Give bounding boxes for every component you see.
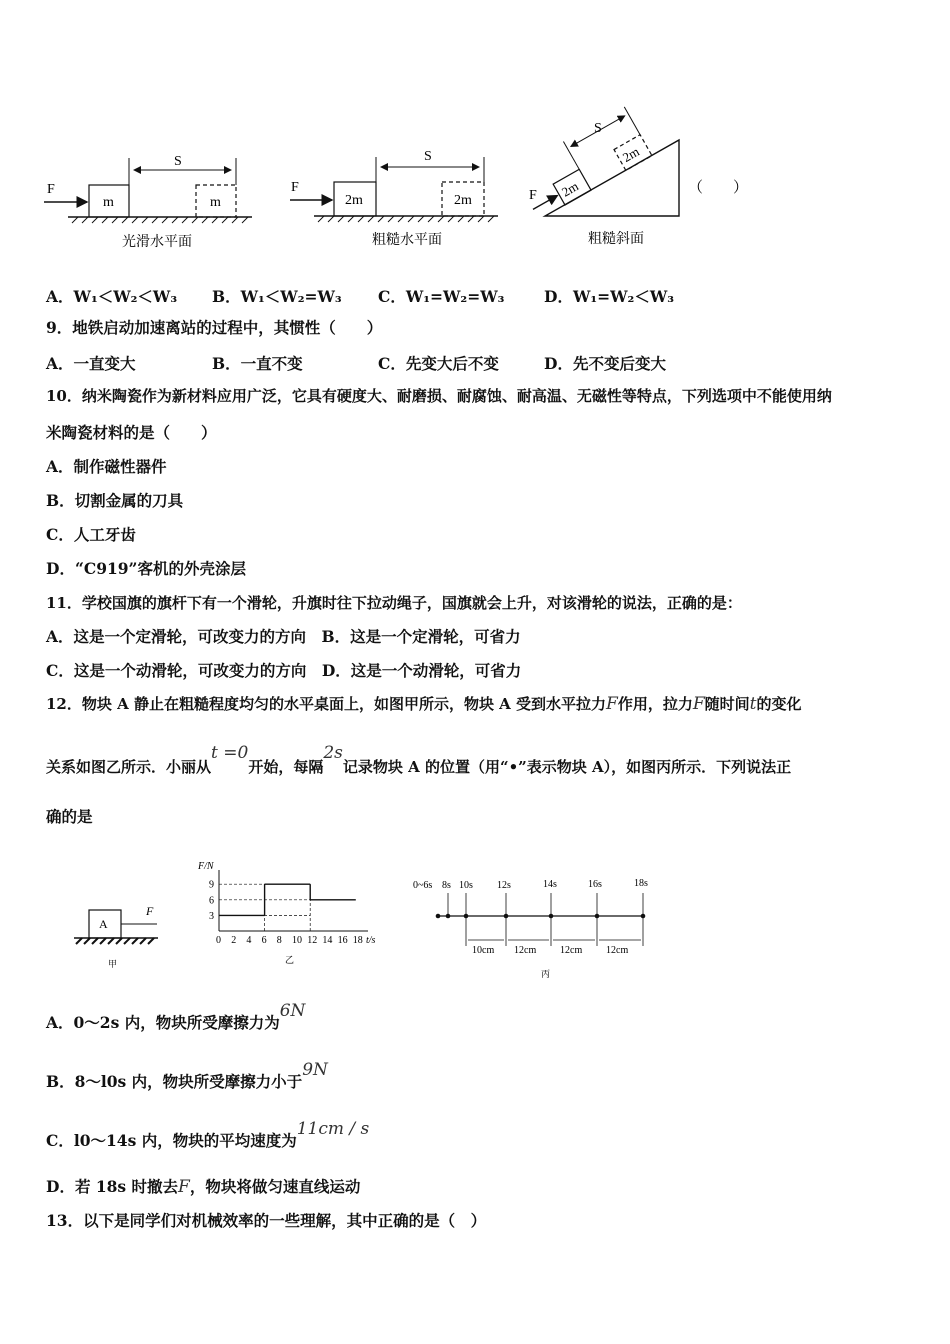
q8-p2-caption: 粗糙水平面 [372, 233, 442, 248]
q12-bing-dist-2: 12cm [560, 945, 583, 956]
q12-fig-bing [413, 878, 648, 979]
q8-p3-block-moved: 2m [619, 143, 642, 165]
q12-option-d: D．若 18s 时撤去F，物块将做匀速直线运动 [46, 1177, 361, 1197]
q12-figure [0, 855, 950, 985]
q8-p1-block-moved: m [210, 195, 221, 210]
q11-options-row1: A．这是一个定滑轮，可改变力的方向 B．这是一个定滑轮，可省力 [46, 627, 521, 646]
chart-x-tick-label: 16 [337, 935, 348, 946]
q12-yi-caption: 乙 [285, 955, 295, 965]
chart-xlabel: t/s [366, 935, 376, 946]
chart-y-tick-label: 6 [209, 895, 214, 907]
chart-y-tick-label: 9 [209, 879, 214, 891]
q10-stem-line2: 米陶瓷材料的是（ ） [46, 423, 217, 442]
chart-x-tick-label: 4 [246, 935, 252, 946]
q8-panel-incline [511, 107, 679, 247]
q12-bing-dist-3: 12cm [606, 945, 629, 956]
q12-bing-time-5: 16s [588, 879, 602, 890]
chart-x-tick-label: 2 [231, 935, 237, 946]
q12-bing-caption: 丙 [541, 969, 551, 979]
q8-option-b: B．W₁＜W₂=W₃ [212, 287, 342, 306]
q12-stem-line1: 12．物块 A 静止在粗糙程度均匀的水平桌面上，如图甲所示，物块 A 受到水平拉力F作用，拉力F随时间t的变化 [46, 694, 802, 714]
q8-option-a: A．W₁＜W₂＜W₃ [46, 287, 178, 306]
chart-x-tick-label: 6 [261, 935, 267, 946]
q10-stem-line1: 10．纳米陶瓷作为新材料应用广泛，它具有硬度大、耐磨损、耐腐蚀、耐高温、无磁性等特点，下列选项中不能使用纳 [46, 387, 832, 405]
q8-p2-block: 2m [345, 193, 363, 208]
q12-bing-time-0: 0~6s [413, 880, 433, 891]
q10-option-c: C．人工牙齿 [46, 525, 136, 544]
q8-p3-distance: S [594, 121, 602, 136]
q9-option-a: A．一直变大 [46, 354, 136, 373]
q10-option-d: D．“C919”客机的外壳涂层 [46, 559, 246, 578]
q12-jia-block: A [99, 917, 108, 931]
q13-stem: 13．以下是同学们对机械效率的一些理解，其中正确的是（ ） [46, 1211, 487, 1230]
q12-bing-time-3: 12s [497, 880, 511, 891]
q12-stem-line3: 确的是 [46, 807, 93, 826]
q12-option-b: B．8～l0s 内，物块所受摩擦力小于9N [46, 1060, 328, 1091]
q8-p3-block: 2m [559, 178, 581, 200]
q12-fig-jia [74, 904, 158, 969]
chart-x-tick-label: 10 [292, 935, 302, 946]
q9-stem: 9．地铁启动加速离站的过程中，其惯性（ ） [46, 318, 383, 337]
q10-option-b: B．切割金属的刀具 [46, 491, 184, 510]
q8-option-c: C．W₁=W₂=W₃ [378, 287, 505, 306]
q8-option-d: D．W₁=W₂＜W₃ [544, 287, 675, 306]
q9-option-b: B．一直不变 [212, 354, 303, 373]
q8-p1-force: F [47, 182, 55, 197]
q8-p3-caption: 粗糙斜面 [588, 232, 644, 247]
q12-option-a: A．0～2s 内，物块所受摩擦力为6N [46, 1001, 306, 1032]
q12-bing-time-6: 18s [634, 878, 648, 889]
q12-stem-line2: 关系如图乙所示．小丽从t =0开始，每隔2s记录物块 A 的位置（用“•”表示物块 A），如图丙所示．下列说法正 [46, 743, 792, 776]
chart-x-tick-label: 12 [307, 935, 318, 946]
q8-p2-force: F [291, 180, 299, 195]
q8-panel-smooth [44, 154, 252, 250]
q12-bing-dist-1: 12cm [514, 945, 537, 956]
q12-jia-caption: 甲 [108, 959, 118, 969]
q8-answer-blank: （ ） [688, 180, 749, 196]
q9-option-d: D．先不变后变大 [544, 354, 666, 373]
q11-stem: 11．学校国旗的旗杆下有一个滑轮，升旗时往下拉动绳子，国旗就会上升，对该滑轮的说法，正确的是： [46, 594, 742, 612]
q12-bing-time-2: 10s [459, 880, 473, 891]
q12-fig-yi-chart [197, 861, 376, 965]
chart-y-tick-label: 3 [209, 910, 214, 922]
q8-panel-rough [290, 149, 498, 248]
q12-jia-force: F [146, 904, 154, 918]
chart-x-tick-label: 0 [216, 935, 221, 946]
q12-bing-time-1: 8s [442, 880, 451, 891]
q9-option-c: C．先变大后不变 [378, 354, 499, 373]
chart-x-tick-label: 18 [352, 935, 363, 946]
q10-option-a: A．制作磁性器件 [46, 457, 167, 476]
q12-bing-dist-0: 10cm [472, 945, 495, 956]
q8-p1-caption: 光滑水平面 [122, 235, 192, 250]
q8-p1-distance: S [174, 154, 182, 169]
chart-x-tick-label: 8 [276, 935, 282, 946]
q12-bing-time-4: 14s [543, 879, 557, 890]
q8-p2-distance: S [424, 149, 432, 164]
chart-ylabel: F/N [198, 861, 214, 872]
q12-option-c: C．l0～14s 内，物块的平均速度为11cm / s [46, 1119, 370, 1150]
chart-x-tick-label: 14 [322, 935, 333, 946]
q8-figure [0, 90, 950, 260]
q8-p3-force: F [529, 188, 537, 203]
q8-p2-block-moved: 2m [454, 193, 472, 208]
q11-options-row2: C．这是一个动滑轮，可改变力的方向 D．这是一个动滑轮，可省力 [46, 661, 522, 680]
q8-p1-block: m [103, 195, 114, 210]
